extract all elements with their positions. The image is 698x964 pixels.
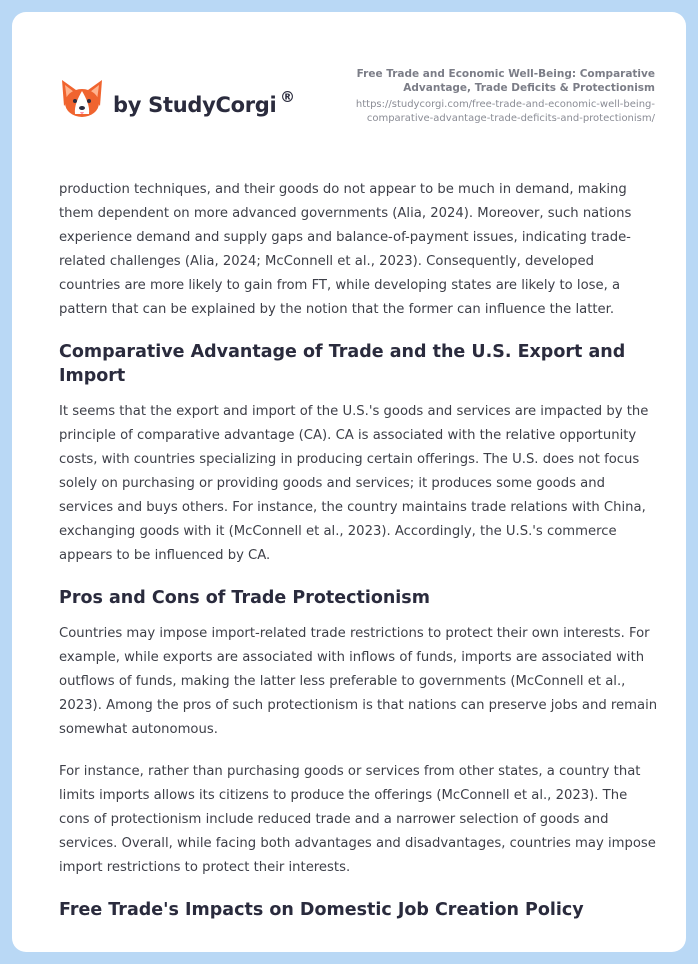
page-header: [12, 12, 686, 152]
document-url[interactable]: https://studycorgi.com/free-trade-and-economic-well-being-comparative-advantage-trade-deficits-and-protectionism/: [355, 99, 655, 124]
page-card: [12, 12, 686, 952]
studycorgi-logo[interactable]: [60, 76, 320, 132]
document-meta: [295, 67, 655, 125]
corgi-logo-icon: [60, 76, 104, 120]
paragraph-1: production techniques, and their goods do not appear to be much in demand, making them dependent on more advanced governments (Alia, 2024). Moreover, such nations experience demand and supply gaps and balance-of-payment issues, indicating trade-related challenges (Alia, 2024; McConnell et al., 2023). Consequently, developed countries are more likely to gain from FT, while developing states are likely to lose, a pattern that can be explained by the notion that the former can influence the latter.: [59, 182, 632, 317]
paragraph-4: For instance, rather than purchasing goods or services from other states, a country that limits imports allows its citizens to produce the offerings (McConnell et al., 2023). The cons of protectionism include reduced trade and a narrower selection of goods and services. Overall, while facing both advantages and disadvantages, countries may impose import restrictions to protect their interests.: [59, 764, 656, 875]
brand-name: by StudyCorgi: [113, 93, 277, 117]
paragraph-2: It seems that the export and import of the U.S.'s goods and services are impacted by the principle of comparative advantage (CA). CA is associated with the relative opportunity costs, with countries specializing in producing certain offerings. The U.S. does not focus solely on purchasing or providing goods and services; it produces some goods and services and buys others. For instance, the country maintains trade relations with China, exchanging goods with it (McConnell et al., 2023). Accordingly, the U.S.'s commerce appears to be influenced by CA.: [59, 404, 649, 563]
article-body: [59, 178, 659, 934]
section-heading-job-creation: Free Trade's Impacts on Domestic Job Creation Policy: [59, 900, 584, 920]
document-title: Free Trade and Economic Well-Being: Comparative Advantage, Trade Deficits & Protectionism: [356, 68, 655, 94]
section-heading-comparative-advantage: Comparative Advantage of Trade and the U.S. Export and Import: [59, 342, 626, 386]
registered-mark: ®: [280, 88, 295, 106]
paragraph-3: Countries may impose import-related trade restrictions to protect their own interests. For example, while exports are associated with inflows of funds, imports are associated with outflows of funds, making the latter less preferable to governments (McConnell et al., 2023). Among the pros of such protectionism is that nations can preserve jobs and remain somewhat autonomous.: [59, 626, 658, 737]
section-heading-protectionism: Pros and Cons of Trade Protectionism: [59, 588, 430, 608]
